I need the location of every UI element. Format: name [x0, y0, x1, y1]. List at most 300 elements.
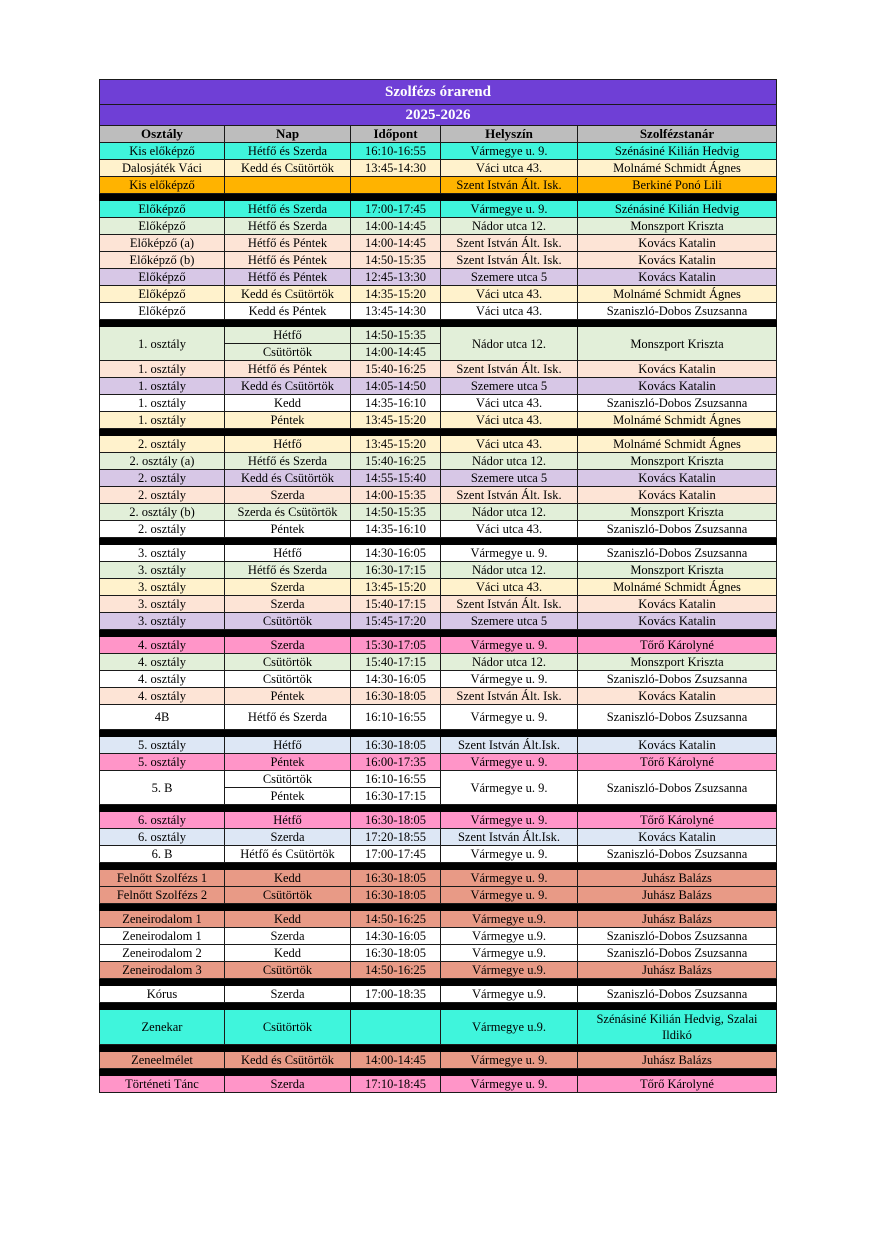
cell-osztaly: 5. osztály [100, 737, 225, 754]
cell-tanar: Molnámé Schmidt Ágnes [578, 286, 777, 303]
schedule-row [100, 688, 777, 705]
cell-tanar: Molnámé Schmidt Ágnes [578, 412, 777, 429]
cell-osztaly: Zeneirodalom 1 [100, 928, 225, 945]
cell-nap: Hétfő és Péntek [225, 269, 351, 286]
cell-helyszin: Szent István Ált.Isk. [441, 737, 578, 754]
cell-tanar: Kovács Katalin [578, 252, 777, 269]
cell-tanar: Juhász Balázs [578, 887, 777, 904]
cell-idopont [351, 177, 441, 194]
schedule-row [100, 928, 777, 945]
schedule-row [100, 812, 777, 829]
separator-bar [100, 538, 777, 545]
schedule-row [100, 361, 777, 378]
schedule-row [100, 436, 777, 453]
cell-tanar: Juhász Balázs [578, 911, 777, 928]
cell-helyszin: Nádor utca 12. [441, 654, 578, 671]
cell-osztaly: 4. osztály [100, 671, 225, 688]
cell-tanar: Tőrő Károlyné [578, 754, 777, 771]
cell-idopont: 13:45-14:30 [351, 160, 441, 177]
schedule-row [100, 613, 777, 630]
schedule-row [100, 654, 777, 671]
section-separator [100, 863, 777, 870]
year-row [100, 105, 777, 126]
schedule-row [100, 487, 777, 504]
cell-osztaly: Kis előképző [100, 177, 225, 194]
cell-nap: Kedd és Csütörtök [225, 160, 351, 177]
cell-idopont: 14:55-15:40 [351, 470, 441, 487]
cell-osztaly: 3. osztály [100, 613, 225, 630]
cell-idopont: 16:30-17:15 [351, 788, 441, 805]
schedule-row [100, 504, 777, 521]
cell-osztaly: Előképző [100, 303, 225, 320]
cell-osztaly: Előképző (a) [100, 235, 225, 252]
separator-bar [100, 1069, 777, 1076]
cell-tanar: Szaniszló-Dobos Zsuzsanna [578, 705, 777, 730]
cell-tanar: Tőrő Károlyné [578, 637, 777, 654]
cell-helyszin: Vármegye u. 9. [441, 1076, 578, 1093]
cell-idopont: 14:00-14:45 [351, 1052, 441, 1069]
schedule-row [100, 986, 777, 1003]
cell-helyszin: Vármegye u. 9. [441, 1052, 578, 1069]
school-year: 2025-2026 [100, 105, 777, 126]
cell-tanar: Szaniszló-Dobos Zsuzsanna [578, 928, 777, 945]
cell-idopont: 13:45-15:20 [351, 436, 441, 453]
schedule-table [99, 79, 777, 1093]
cell-helyszin: Nádor utca 12. [441, 327, 578, 361]
cell-osztaly: 4B [100, 705, 225, 730]
cell-helyszin: Váci utca 43. [441, 579, 578, 596]
cell-tanar: Monszport Kriszta [578, 654, 777, 671]
schedule-row [100, 286, 777, 303]
schedule-row [100, 637, 777, 654]
section-separator [100, 730, 777, 737]
separator-bar [100, 320, 777, 327]
cell-tanar: Szaniszló-Dobos Zsuzsanna [578, 986, 777, 1003]
cell-nap: Péntek [225, 688, 351, 705]
schedule-row [100, 962, 777, 979]
schedule-row [100, 143, 777, 160]
cell-nap: Csütörtök [225, 613, 351, 630]
cell-helyszin: Szent István Ált. Isk. [441, 252, 578, 269]
separator-bar [100, 194, 777, 201]
cell-tanar: Monszport Kriszta [578, 453, 777, 470]
cell-idopont: 17:00-17:45 [351, 846, 441, 863]
cell-idopont: 14:50-16:25 [351, 962, 441, 979]
cell-nap: Kedd [225, 395, 351, 412]
header-osztaly: Osztály [100, 126, 225, 143]
cell-helyszin: Váci utca 43. [441, 412, 578, 429]
cell-nap: Péntek [225, 412, 351, 429]
cell-tanar: Monszport Kriszta [578, 562, 777, 579]
cell-nap [225, 177, 351, 194]
cell-nap: Péntek [225, 788, 351, 805]
cell-helyszin: Vármegye u. 9. [441, 870, 578, 887]
cell-osztaly: 5. B [100, 771, 225, 805]
cell-tanar: Szaniszló-Dobos Zsuzsanna [578, 303, 777, 320]
separator-bar [100, 1003, 777, 1010]
cell-tanar: Kovács Katalin [578, 361, 777, 378]
cell-tanar: Szaniszló-Dobos Zsuzsanna [578, 846, 777, 863]
cell-idopont: 14:00-14:45 [351, 218, 441, 235]
cell-osztaly: 2. osztály (b) [100, 504, 225, 521]
cell-tanar: Szaniszló-Dobos Zsuzsanna [578, 671, 777, 688]
cell-tanar: Molnámé Schmidt Ágnes [578, 579, 777, 596]
cell-tanar: Tőrő Károlyné [578, 812, 777, 829]
cell-idopont: 13:45-14:30 [351, 303, 441, 320]
section-separator [100, 1045, 777, 1052]
cell-nap: Hétfő [225, 545, 351, 562]
separator-bar [100, 630, 777, 637]
cell-helyszin: Vármegye u. 9. [441, 812, 578, 829]
cell-osztaly: 4. osztály [100, 654, 225, 671]
section-separator [100, 1069, 777, 1076]
cell-tanar: Kovács Katalin [578, 613, 777, 630]
cell-nap: Hétfő és Péntek [225, 252, 351, 269]
section-separator [100, 979, 777, 986]
cell-idopont: 15:40-17:15 [351, 654, 441, 671]
cell-idopont: 14:35-15:20 [351, 286, 441, 303]
schedule-row [100, 870, 777, 887]
cell-idopont: 16:10-16:55 [351, 705, 441, 730]
cell-osztaly: 3. osztály [100, 545, 225, 562]
section-separator [100, 538, 777, 545]
section-separator [100, 194, 777, 201]
schedule-row [100, 269, 777, 286]
schedule-row [100, 252, 777, 269]
cell-helyszin: Váci utca 43. [441, 286, 578, 303]
cell-helyszin: Vármegye u. 9. [441, 143, 578, 160]
cell-idopont: 14:50-16:25 [351, 911, 441, 928]
schedule-row [100, 671, 777, 688]
cell-idopont: 16:30-18:05 [351, 688, 441, 705]
cell-nap: Hétfő és Péntek [225, 235, 351, 252]
cell-idopont: 13:45-15:20 [351, 412, 441, 429]
cell-idopont: 14:30-16:05 [351, 671, 441, 688]
cell-nap: Csütörtök [225, 887, 351, 904]
cell-helyszin: Vármegye u. 9. [441, 201, 578, 218]
cell-nap: Szerda [225, 1076, 351, 1093]
cell-nap: Szerda [225, 579, 351, 596]
cell-nap: Hétfő [225, 327, 351, 344]
schedule-row [100, 470, 777, 487]
cell-osztaly: 1. osztály [100, 327, 225, 361]
cell-nap: Szerda [225, 829, 351, 846]
cell-nap: Kedd [225, 945, 351, 962]
cell-tanar: Kovács Katalin [578, 269, 777, 286]
cell-osztaly: Zeneirodalom 2 [100, 945, 225, 962]
schedule-row [100, 1076, 777, 1093]
cell-helyszin: Vármegye u. 9. [441, 705, 578, 730]
schedule-row [100, 412, 777, 429]
section-separator [100, 904, 777, 911]
cell-helyszin: Szemere utca 5 [441, 470, 578, 487]
section-separator [100, 429, 777, 436]
cell-tanar: Molnámé Schmidt Ágnes [578, 160, 777, 177]
section-separator [100, 805, 777, 812]
cell-osztaly: Zenekar [100, 1010, 225, 1045]
cell-osztaly: Történeti Tánc [100, 1076, 225, 1093]
cell-nap: Kedd és Csütörtök [225, 378, 351, 395]
cell-osztaly: 3. osztály [100, 579, 225, 596]
cell-idopont: 16:30-18:05 [351, 870, 441, 887]
cell-nap: Hétfő és Szerda [225, 705, 351, 730]
cell-osztaly: Előképző [100, 218, 225, 235]
cell-nap: Péntek [225, 521, 351, 538]
cell-nap: Szerda [225, 487, 351, 504]
section-separator [100, 1003, 777, 1010]
cell-helyszin: Vármegye u.9. [441, 986, 578, 1003]
cell-nap: Hétfő és Szerda [225, 562, 351, 579]
cell-idopont: 14:50-15:35 [351, 504, 441, 521]
cell-nap: Hétfő és Szerda [225, 453, 351, 470]
schedule-row [100, 1052, 777, 1069]
cell-osztaly: 2. osztály (a) [100, 453, 225, 470]
cell-idopont: 16:30-18:05 [351, 945, 441, 962]
cell-osztaly: 1. osztály [100, 361, 225, 378]
cell-osztaly: Előképző [100, 269, 225, 286]
cell-tanar: Monszport Kriszta [578, 327, 777, 361]
separator-bar [100, 979, 777, 986]
schedule-sheet [99, 79, 776, 1093]
cell-idopont: 16:10-16:55 [351, 771, 441, 788]
cell-osztaly: 3. osztály [100, 596, 225, 613]
cell-osztaly: 6. B [100, 846, 225, 863]
schedule-row [100, 545, 777, 562]
cell-osztaly: 4. osztály [100, 637, 225, 654]
cell-nap: Csütörtök [225, 654, 351, 671]
cell-idopont: 14:35-16:10 [351, 395, 441, 412]
cell-nap: Hétfő [225, 436, 351, 453]
schedule-row [100, 562, 777, 579]
cell-tanar: Kovács Katalin [578, 829, 777, 846]
cell-nap: Hétfő és Szerda [225, 218, 351, 235]
cell-idopont: 14:35-16:10 [351, 521, 441, 538]
cell-tanar: Szaniszló-Dobos Zsuzsanna [578, 771, 777, 805]
cell-nap: Hétfő és Csütörtök [225, 846, 351, 863]
cell-osztaly: 2. osztály [100, 521, 225, 538]
cell-helyszin: Vármegye u.9. [441, 928, 578, 945]
schedule-row [100, 737, 777, 754]
cell-helyszin: Nádor utca 12. [441, 504, 578, 521]
cell-helyszin: Vármegye u. 9. [441, 887, 578, 904]
cell-idopont: 16:30-17:15 [351, 562, 441, 579]
cell-osztaly: 4. osztály [100, 688, 225, 705]
cell-helyszin: Vármegye u.9. [441, 945, 578, 962]
cell-helyszin: Szemere utca 5 [441, 269, 578, 286]
cell-nap: Csütörtök [225, 771, 351, 788]
cell-helyszin: Vármegye u. 9. [441, 754, 578, 771]
cell-nap: Péntek [225, 754, 351, 771]
cell-tanar: Szénásiné Kilián Hedvig [578, 201, 777, 218]
cell-idopont: 16:00-17:35 [351, 754, 441, 771]
cell-idopont: 15:45-17:20 [351, 613, 441, 630]
cell-idopont: 15:40-17:15 [351, 596, 441, 613]
cell-helyszin: Vármegye u. 9. [441, 771, 578, 805]
cell-nap: Csütörtök [225, 671, 351, 688]
cell-tanar: Tőrő Károlyné [578, 1076, 777, 1093]
cell-tanar: Szénásiné Kilián Hedvig, Szalai Ildikó [578, 1010, 777, 1045]
cell-osztaly: Felnőtt Szolfézs 1 [100, 870, 225, 887]
cell-nap: Csütörtök [225, 962, 351, 979]
cell-osztaly: 6. osztály [100, 812, 225, 829]
cell-helyszin: Szemere utca 5 [441, 613, 578, 630]
schedule-row [100, 395, 777, 412]
cell-helyszin: Vármegye u. 9. [441, 846, 578, 863]
cell-helyszin: Vármegye u.9. [441, 1010, 578, 1045]
schedule-row [100, 218, 777, 235]
cell-tanar: Juhász Balázs [578, 870, 777, 887]
cell-nap: Szerda és Csütörtök [225, 504, 351, 521]
cell-tanar: Szaniszló-Dobos Zsuzsanna [578, 945, 777, 962]
cell-nap: Hétfő [225, 737, 351, 754]
cell-osztaly: Előképző [100, 286, 225, 303]
cell-helyszin: Váci utca 43. [441, 521, 578, 538]
cell-tanar: Szénásiné Kilián Hedvig [578, 143, 777, 160]
cell-idopont: 14:00-14:45 [351, 344, 441, 361]
cell-nap: Kedd és Csütörtök [225, 1052, 351, 1069]
schedule-row [100, 303, 777, 320]
cell-idopont: 15:30-17:05 [351, 637, 441, 654]
cell-idopont: 14:50-15:35 [351, 327, 441, 344]
page-title: Szolfézs órarend [100, 80, 777, 105]
separator-bar [100, 429, 777, 436]
cell-nap: Csütörtök [225, 1010, 351, 1045]
cell-tanar: Berkiné Ponó Lili [578, 177, 777, 194]
cell-idopont: 16:10-16:55 [351, 143, 441, 160]
cell-idopont: 14:00-15:35 [351, 487, 441, 504]
schedule-row [100, 596, 777, 613]
cell-tanar: Molnámé Schmidt Ágnes [578, 436, 777, 453]
cell-osztaly: Zeneirodalom 3 [100, 962, 225, 979]
schedule-row [100, 705, 777, 730]
cell-helyszin: Szent István Ált. Isk. [441, 177, 578, 194]
cell-helyszin: Nádor utca 12. [441, 562, 578, 579]
cell-helyszin: Szent István Ált.Isk. [441, 829, 578, 846]
cell-nap: Kedd [225, 911, 351, 928]
header-row [100, 126, 777, 143]
cell-nap: Kedd [225, 870, 351, 887]
cell-nap: Szerda [225, 637, 351, 654]
cell-idopont: 17:20-18:55 [351, 829, 441, 846]
cell-nap: Szerda [225, 596, 351, 613]
cell-helyszin: Szent István Ált. Isk. [441, 596, 578, 613]
schedule-row [100, 453, 777, 470]
schedule-row [100, 829, 777, 846]
cell-tanar: Monszport Kriszta [578, 504, 777, 521]
cell-helyszin: Vármegye u. 9. [441, 545, 578, 562]
cell-nap: Hétfő és Szerda [225, 201, 351, 218]
separator-bar [100, 1045, 777, 1052]
cell-nap: Kedd és Csütörtök [225, 470, 351, 487]
cell-idopont [351, 1010, 441, 1045]
cell-helyszin: Váci utca 43. [441, 160, 578, 177]
cell-osztaly: Kórus [100, 986, 225, 1003]
cell-helyszin: Váci utca 43. [441, 395, 578, 412]
schedule-row [100, 177, 777, 194]
header-nap: Nap [225, 126, 351, 143]
cell-tanar: Szaniszló-Dobos Zsuzsanna [578, 521, 777, 538]
cell-tanar: Monszport Kriszta [578, 218, 777, 235]
cell-helyszin: Szemere utca 5 [441, 378, 578, 395]
cell-idopont: 14:30-16:05 [351, 545, 441, 562]
cell-osztaly: Előképző (b) [100, 252, 225, 269]
schedule-row [100, 521, 777, 538]
schedule-row [100, 771, 777, 788]
separator-bar [100, 863, 777, 870]
cell-nap: Hétfő [225, 812, 351, 829]
cell-idopont: 14:05-14:50 [351, 378, 441, 395]
schedule-row [100, 887, 777, 904]
schedule-row [100, 754, 777, 771]
cell-helyszin: Nádor utca 12. [441, 453, 578, 470]
separator-bar [100, 730, 777, 737]
schedule-row [100, 378, 777, 395]
cell-helyszin: Nádor utca 12. [441, 218, 578, 235]
schedule-row [100, 945, 777, 962]
cell-helyszin: Szent István Ált. Isk. [441, 487, 578, 504]
cell-osztaly: 6. osztály [100, 829, 225, 846]
cell-helyszin: Szent István Ált. Isk. [441, 688, 578, 705]
cell-osztaly: Kis előképző [100, 143, 225, 160]
cell-idopont: 15:40-16:25 [351, 361, 441, 378]
cell-osztaly: 1. osztály [100, 412, 225, 429]
schedule-row [100, 911, 777, 928]
cell-osztaly: Dalosjáték Váci [100, 160, 225, 177]
cell-nap: Hétfő és Szerda [225, 143, 351, 160]
cell-nap: Hétfő és Péntek [225, 361, 351, 378]
section-separator [100, 320, 777, 327]
cell-idopont: 13:45-15:20 [351, 579, 441, 596]
cell-tanar: Kovács Katalin [578, 235, 777, 252]
header-helyszin: Helyszín [441, 126, 578, 143]
cell-idopont: 17:00-17:45 [351, 201, 441, 218]
cell-osztaly: 3. osztály [100, 562, 225, 579]
schedule-row [100, 846, 777, 863]
cell-helyszin: Váci utca 43. [441, 303, 578, 320]
schedule-row [100, 160, 777, 177]
cell-nap: Csütörtök [225, 344, 351, 361]
separator-bar [100, 904, 777, 911]
cell-idopont: 16:30-18:05 [351, 887, 441, 904]
cell-osztaly: 2. osztály [100, 487, 225, 504]
cell-helyszin: Vármegye u.9. [441, 962, 578, 979]
schedule-row [100, 235, 777, 252]
cell-osztaly: 1. osztály [100, 395, 225, 412]
cell-tanar: Kovács Katalin [578, 688, 777, 705]
cell-nap: Szerda [225, 986, 351, 1003]
header-idopont: Időpont [351, 126, 441, 143]
cell-tanar: Kovács Katalin [578, 378, 777, 395]
cell-tanar: Juhász Balázs [578, 1052, 777, 1069]
cell-helyszin: Vármegye u. 9. [441, 671, 578, 688]
cell-idopont: 17:10-18:45 [351, 1076, 441, 1093]
cell-tanar: Kovács Katalin [578, 487, 777, 504]
cell-nap: Szerda [225, 928, 351, 945]
cell-nap: Kedd és Csütörtök [225, 286, 351, 303]
schedule-row [100, 1010, 777, 1045]
cell-idopont: 16:30-18:05 [351, 812, 441, 829]
separator-bar [100, 805, 777, 812]
section-separator [100, 630, 777, 637]
cell-idopont: 17:00-18:35 [351, 986, 441, 1003]
cell-idopont: 12:45-13:30 [351, 269, 441, 286]
cell-helyszin: Szent István Ált. Isk. [441, 361, 578, 378]
cell-osztaly: 2. osztály [100, 470, 225, 487]
cell-nap: Kedd és Péntek [225, 303, 351, 320]
cell-osztaly: Zeneelmélet [100, 1052, 225, 1069]
schedule-row [100, 327, 777, 344]
cell-idopont: 15:40-16:25 [351, 453, 441, 470]
